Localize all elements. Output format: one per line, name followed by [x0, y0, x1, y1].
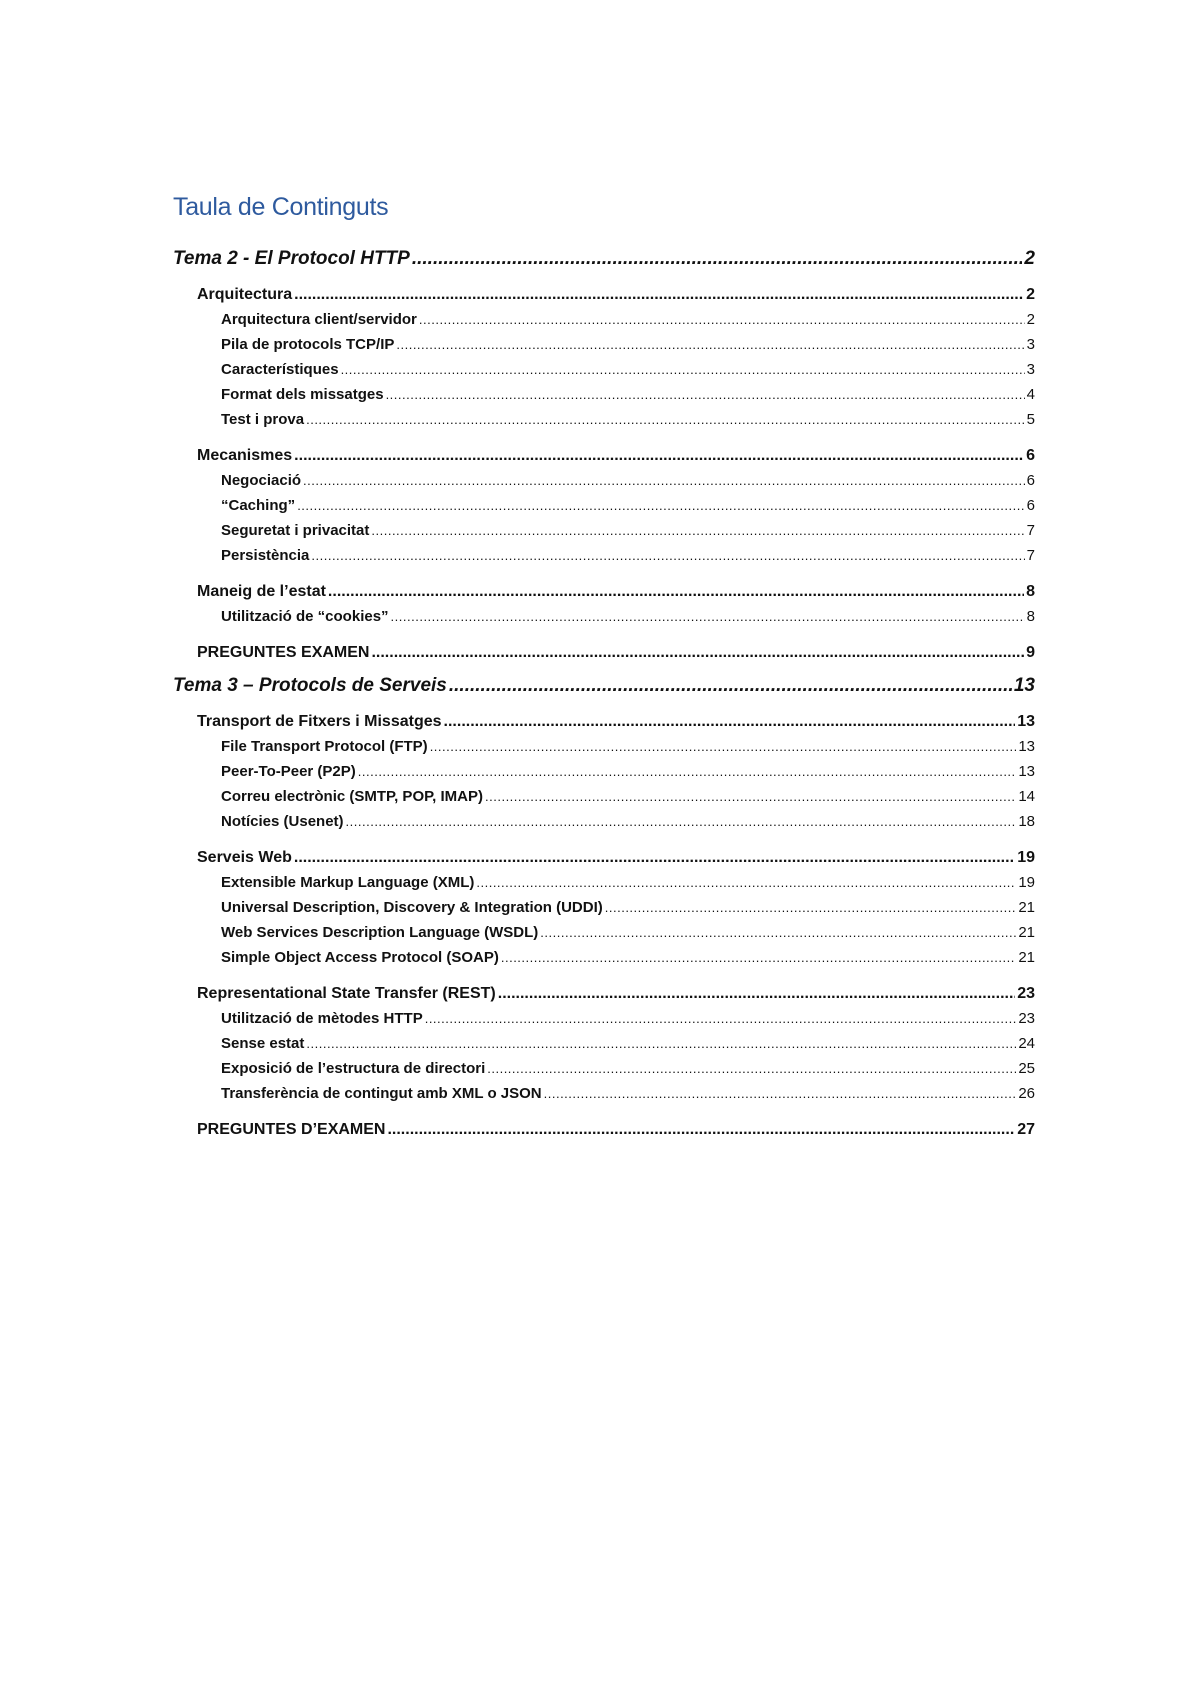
toc-subsection-entry-label: Seguretat i privacitat: [221, 522, 370, 539]
dot-leader: [294, 443, 1024, 468]
toc-subsection-entry-label: Web Services Description Language (WSDL): [221, 924, 539, 941]
toc-subsection-entry[interactable]: [173, 1031, 1035, 1056]
toc-section-entry-label: Arquitectura: [197, 286, 293, 303]
toc-section-entry[interactable]: [173, 443, 1035, 468]
toc-subsection-entry-label: Utilització de mètodes HTTP: [221, 1010, 423, 1027]
toc-section-entry-page-number: 9: [1026, 644, 1035, 661]
toc-body: [173, 246, 1035, 1142]
toc-subsection-entry-page-number: 23: [1018, 1010, 1035, 1027]
document-page: [173, 190, 1035, 1142]
toc-section-entry-label: PREGUNTES D’EXAMEN: [197, 1121, 386, 1138]
toc-subsection-entry[interactable]: [173, 307, 1035, 332]
toc-section-entry-page-number: 6: [1026, 447, 1035, 464]
toc-subsection-entry-page-number: 25: [1018, 1060, 1035, 1077]
dot-leader: [294, 282, 1024, 307]
dot-leader: [306, 1031, 1016, 1056]
toc-subsection-entry[interactable]: [173, 493, 1035, 518]
toc-section-entry-page-number: 19: [1017, 849, 1035, 866]
toc-subsection-entry-page-number: 5: [1026, 411, 1035, 428]
toc-subsection-entry-page-number: 7: [1026, 522, 1035, 539]
dot-leader: [487, 1056, 1016, 1081]
dot-leader: [444, 709, 1016, 734]
toc-subsection-entry[interactable]: [173, 759, 1035, 784]
toc-section-entry[interactable]: [173, 282, 1035, 307]
dot-leader: [303, 468, 1025, 493]
toc-subsection-entry[interactable]: [173, 945, 1035, 970]
dot-leader: [328, 579, 1024, 604]
toc-section-entry[interactable]: [173, 845, 1035, 870]
toc-subsection-entry[interactable]: [173, 518, 1035, 543]
toc-subsection-entry-page-number: 21: [1018, 899, 1035, 916]
toc-subsection-entry-label: Pila de protocols TCP/IP: [221, 336, 395, 353]
toc-subsection-entry-page-number: 8: [1026, 608, 1035, 625]
toc-section-group: [173, 282, 1035, 432]
toc-chapter-entry-page-number: 2: [1024, 248, 1035, 269]
toc-section-group: [173, 579, 1035, 629]
toc-section-entry-label: Representational State Transfer (REST): [197, 985, 496, 1002]
toc-subsection-entry-page-number: 4: [1026, 386, 1035, 403]
toc-subsection-entry-label: Peer-To-Peer (P2P): [221, 763, 356, 780]
toc-chapter-entry-page-number: 13: [1013, 675, 1035, 696]
dot-leader: [358, 759, 1017, 784]
toc-subsection-entry-page-number: 19: [1018, 874, 1035, 891]
toc-title: Taula de Continguts: [173, 193, 389, 221]
toc-subsection-entry-page-number: 21: [1018, 924, 1035, 941]
toc-chapter-entry[interactable]: [173, 246, 1035, 272]
toc-section-entry-page-number: 13: [1017, 713, 1035, 730]
toc-section-entry[interactable]: [173, 981, 1035, 1006]
toc-subsection-entry-label: Arquitectura client/servidor: [221, 311, 417, 328]
toc-section-entry[interactable]: [173, 1117, 1035, 1142]
toc-section-group: [173, 1117, 1035, 1142]
toc-section-group: [173, 981, 1035, 1106]
toc-section-entry-page-number: 2: [1026, 286, 1035, 303]
toc-subsection-entry[interactable]: [173, 468, 1035, 493]
dot-leader: [425, 1006, 1017, 1031]
toc-subsection-entry-label: Correu electrònic (SMTP, POP, IMAP): [221, 788, 484, 805]
toc-subsection-entry-label: Característiques: [221, 361, 339, 378]
toc-section-group: [173, 845, 1035, 970]
toc-subsection-entry-label: File Transport Protocol (FTP): [221, 738, 428, 755]
toc-subsection-entry-page-number: 14: [1018, 788, 1035, 805]
toc-subsection-entry[interactable]: [173, 870, 1035, 895]
toc-subsection-entry-page-number: 6: [1026, 472, 1035, 489]
toc-subsection-entry-label: Simple Object Access Protocol (SOAP): [221, 949, 499, 966]
dot-leader: [371, 640, 1024, 665]
toc-section-entry[interactable]: [173, 709, 1035, 734]
dot-leader: [605, 895, 1017, 920]
toc-section-entry-label: Serveis Web: [197, 849, 292, 866]
toc-subsection-entry-label: Utilització de “cookies”: [221, 608, 389, 625]
toc-subsection-entry-page-number: 6: [1026, 497, 1035, 514]
dot-leader: [476, 870, 1016, 895]
toc-subsection-entry-page-number: 3: [1026, 361, 1035, 378]
dot-leader: [544, 1081, 1017, 1106]
toc-subsection-entry-label: Notícies (Usenet): [221, 813, 344, 830]
dot-leader: [306, 407, 1025, 432]
toc-chapter-entry-label: Tema 2 - El Protocol HTTP: [173, 248, 410, 269]
toc-section-entry-label: Mecanismes: [197, 447, 293, 464]
dot-leader: [540, 920, 1016, 945]
toc-subsection-entry[interactable]: [173, 382, 1035, 407]
toc-section-entry[interactable]: [173, 579, 1035, 604]
dot-leader: [501, 945, 1016, 970]
toc-chapter-entry-label: Tema 3 – Protocols de Serveis: [173, 675, 447, 696]
toc-subsection-entry-page-number: 2: [1026, 311, 1035, 328]
dot-leader: [430, 734, 1017, 759]
toc-section-entry-page-number: 8: [1026, 583, 1035, 600]
dot-leader: [419, 307, 1025, 332]
toc-subsection-entry[interactable]: [173, 920, 1035, 945]
toc-subsection-entry[interactable]: [173, 784, 1035, 809]
toc-subsection-entry[interactable]: [173, 1006, 1035, 1031]
toc-section-group: [173, 709, 1035, 834]
toc-subsection-entry[interactable]: [173, 604, 1035, 629]
dot-leader: [391, 604, 1025, 629]
toc-subsection-entry-label: “Caching”: [221, 497, 296, 514]
toc-subsection-entry-page-number: 24: [1018, 1035, 1035, 1052]
dot-leader: [371, 518, 1024, 543]
toc-subsection-entry-page-number: 21: [1018, 949, 1035, 966]
toc-subsection-entry-label: Test i prova: [221, 411, 305, 428]
toc-section-group: [173, 443, 1035, 568]
toc-section-entry-page-number: 23: [1017, 985, 1035, 1002]
toc-section-entry[interactable]: [173, 640, 1035, 665]
toc-subsection-entry-page-number: 7: [1026, 547, 1035, 564]
toc-subsection-entry-page-number: 26: [1018, 1085, 1035, 1102]
dot-leader: [386, 382, 1025, 407]
dot-leader: [387, 1117, 1015, 1142]
dot-leader: [341, 357, 1025, 382]
toc-section-entry-label: Transport de Fitxers i Missatges: [197, 713, 442, 730]
toc-subsection-entry-page-number: 18: [1018, 813, 1035, 830]
toc-subsection-entry-label: Negociació: [221, 472, 302, 489]
dot-leader: [346, 809, 1017, 834]
toc-subsection-entry-label: Extensible Markup Language (XML): [221, 874, 475, 891]
toc-subsection-entry-label: Transferència de contingut amb XML o JSON: [221, 1085, 542, 1102]
toc-subsection-entry[interactable]: [173, 332, 1035, 357]
toc-subsection-entry[interactable]: [173, 734, 1035, 759]
toc-subsection-entry-page-number: 13: [1018, 738, 1035, 755]
toc-subsection-entry[interactable]: [173, 1081, 1035, 1106]
dot-leader: [311, 543, 1024, 568]
toc-subsection-entry[interactable]: [173, 809, 1035, 834]
toc-subsection-entry-label: Format dels missatges: [221, 386, 384, 403]
toc-subsection-entry[interactable]: [173, 895, 1035, 920]
dot-leader: [294, 845, 1015, 870]
dot-leader: [396, 332, 1024, 357]
dot-leader: [485, 784, 1016, 809]
toc-subsection-entry-page-number: 3: [1026, 336, 1035, 353]
toc-subsection-entry[interactable]: [173, 407, 1035, 432]
toc-section-entry-label: PREGUNTES EXAMEN: [197, 644, 370, 661]
dot-leader: [449, 673, 1012, 699]
toc-subsection-entry-label: Universal Description, Discovery & Integration (UDDI): [221, 899, 603, 916]
toc-subsection-entry[interactable]: [173, 357, 1035, 382]
dot-leader: [412, 246, 1023, 272]
dot-leader: [498, 981, 1015, 1006]
toc-chapter-entry[interactable]: [173, 673, 1035, 699]
dot-leader: [297, 493, 1024, 518]
toc-section-group: [173, 640, 1035, 665]
toc-subsection-entry-label: Sense estat: [221, 1035, 305, 1052]
toc-subsection-entry-page-number: 13: [1018, 763, 1035, 780]
toc-subsection-entry[interactable]: [173, 1056, 1035, 1081]
toc-subsection-entry[interactable]: [173, 543, 1035, 568]
toc-subsection-entry-label: Persistència: [221, 547, 310, 564]
toc-section-entry-label: Maneig de l’estat: [197, 583, 326, 600]
toc-subsection-entry-label: Exposició de l’estructura de directori: [221, 1060, 486, 1077]
toc-section-entry-page-number: 27: [1017, 1121, 1035, 1138]
